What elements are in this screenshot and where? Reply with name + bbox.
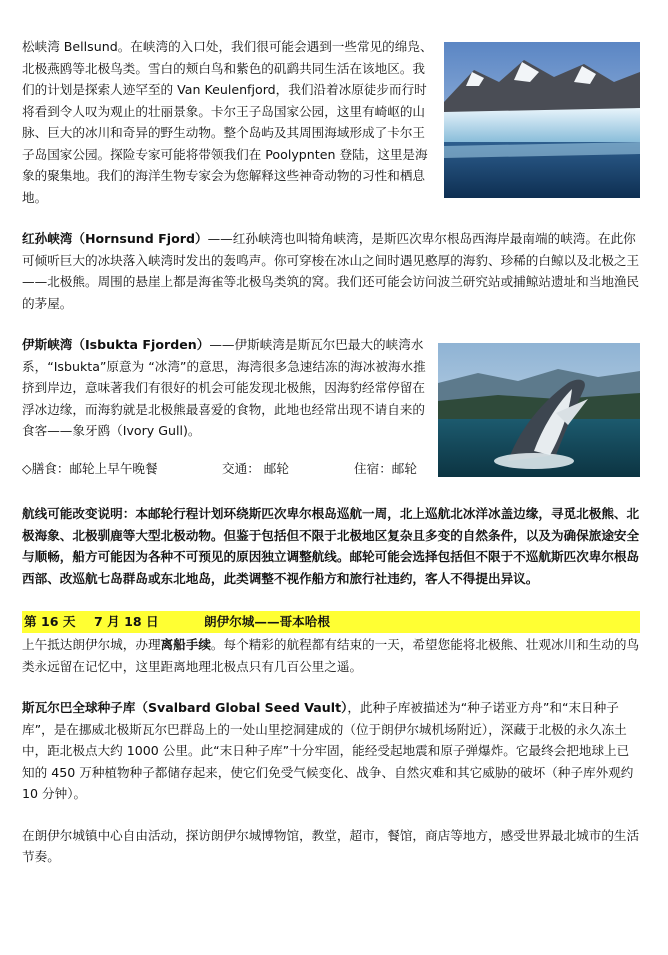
day-header (22, 611, 640, 633)
seed-vault-title: 斯瓦尔巴全球种子库（Svalbard Global Seed Vault） (22, 700, 348, 715)
hornsund-section (22, 228, 640, 314)
whale-photo (438, 343, 640, 477)
bellsund-text: 松峡湾 Bellsund。在峡湾的入口处，我们很可能会遇到一些常见的绵凫、北极燕鸥等北极鸟类。雪白的颊白鸟和紫色的矶鹞共同生活在该地区。我们的计划是探索人迹罕至的 Van Keulenfjord，我们沿着冰原徒步而行时将看到令人叹为观止的壮丽景象。卡尔王子岛国家公园，这里有崎岖的山脉、巨大的冰川和奇异的野生动物。整个岛屿及其周围海域形成了卡尔王子岛国家公园。探险专家可能将带领我们在 Poolypnten 登陆，这里是海象的聚集地。我们的海洋生物专家会为您解释这些神奇动物的习性和栖息地。 (22, 39, 433, 205)
bellsund-section (22, 36, 640, 208)
seed-vault-paragraph (22, 697, 640, 805)
free-activity-text: 在朗伊尔城镇中心自由活动，探访朗伊尔城博物馆，教堂，超市，餐馆，商店等地方，感受世界最北城市的生活节奏。 (22, 827, 640, 864)
hornsund-title: 红孙峡湾（Hornsund Fjord） (22, 231, 208, 246)
day-route: 朗伊尔城——哥本哈根 (204, 614, 330, 629)
day-intro (22, 634, 640, 677)
isbukta-title: 伊斯峡湾（Isbukta Fjorden） (22, 337, 210, 352)
hornsund-paragraph (22, 228, 640, 314)
day-number: 第 16 天 (24, 614, 76, 629)
disembark-label: 离船手续 (160, 637, 211, 652)
itinerary-page (22, 36, 640, 868)
hornsund-text: ——红孙峡湾也叫犄角峡湾，是斯匹次卑尔根岛西海岸最南端的峡湾。在此你可倾听巨大的冰块落入峡湾时发出的轰鸣声。你可穿梭在冰山之间时遇见憨厚的海豹、珍稀的白鲸以及北极之王——北极熊。周围的悬崖上都是海雀等北极鸟类筑的窝。我们还可能会访问波兰研究站或捕鲸站遗址和当地渔民的茅屋。 (22, 231, 640, 311)
meals-lodging: 住宿：邮轮 (354, 460, 417, 476)
meals-transport: 交通： 邮轮 (222, 460, 289, 476)
glacier-photo (444, 42, 640, 198)
day-date: 7 月 18 日 (94, 614, 159, 629)
meals-meal: ◇膳食：邮轮上早午晚餐 (22, 460, 158, 476)
isbukta-section (22, 334, 640, 442)
seed-vault-text: ，此种子库被描述为“种子诺亚方舟”和“末日种子库”，是在挪威北极斯瓦尔巴群岛上的一处山里挖洞建成的（位于朗伊尔城机场附近），深藏于北极的永久冻土中，距北极点大约 1000 公里。此“末日种子库”十分牢固，能经受起地震和原子弹爆炸。它最终会把地球上已知的 450 万种植物种子都储存起来，使它们免受气候变化、战争、自然灾难和其它威胁的破坏（种子库外观约 10 分钟）。 (22, 700, 634, 801)
route-change-notice: 航线可能改变说明：本邮轮行程计划环绕斯匹次卑尔根岛巡航一周，北上巡航北冰洋冰盖边缘，寻觅北极熊、北极海象、北极驯鹿等大型北极动物。但鉴于包括但不限于北极地区复杂且多变的自然条件，以及为确保旅途安全与顺畅，船方可能因为各种不可预见的原因独立调整航线。邮轮可能会选择包括但不限于不巡航斯匹次卑尔根岛西部、改巡航七岛群岛或东北地岛，此类调整不视作船方和旅行社违约，客人不得提出异议。 (22, 506, 640, 586)
day-intro-text-b: 。每个精彩的航程都有结束的一天，希望您能将北极熊、壮观冰川和生动的鸟类永远留在记忆中，这里距离地理北极点只有几百公里之遥。 (22, 637, 640, 674)
isbukta-text: ——伊斯峡湾是斯瓦尔巴最大的峡湾水系，“Isbukta”原意为 “冰湾”的意思，海湾很多急速结冻的海冰被海水推挤到岸边，意味著我们有很好的机会可能发现北极熊，因海豹经常停留在浮冰边缘，而海豹就是北极熊最喜爱的食物，此地也经常出现不请自来的食客——象牙鸥（Ivory Gull)。 (22, 337, 426, 438)
day-intro-text-a: 上午抵达朗伊尔城，办理 (22, 637, 161, 652)
